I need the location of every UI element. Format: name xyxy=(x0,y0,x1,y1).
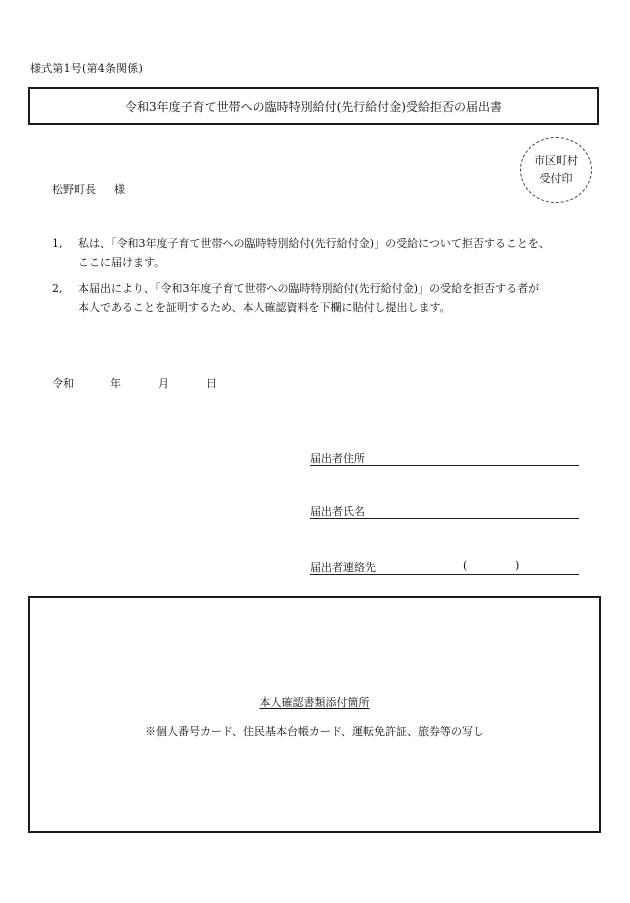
document-title: 令和3年度子育て世帯への臨時特別給付(先行給付金)受給拒否の届出書 xyxy=(124,99,502,114)
statement-1 xyxy=(52,234,592,272)
id-document-attachment-area[interactable] xyxy=(28,596,601,833)
reception-stamp-circle xyxy=(520,137,592,203)
date-year: 年 xyxy=(110,377,121,390)
date-month: 月 xyxy=(158,377,169,390)
addressee xyxy=(52,181,125,197)
statement-1-line-2: ここに届けます。 xyxy=(78,256,166,269)
stamp-line-1: 市区町村 xyxy=(534,154,578,167)
statement-2 xyxy=(52,279,592,317)
applicant-contact-label: 届出者連絡先 xyxy=(310,561,376,574)
contact-paren-close: ) xyxy=(515,559,520,572)
date-line xyxy=(52,375,217,391)
statement-2-line-2: 本人であることを証明するため、本人確認資料を下欄に貼付し提出します。 xyxy=(78,301,451,314)
addressee-honorific: 様 xyxy=(114,183,125,196)
date-era: 令和 xyxy=(52,377,74,390)
id-section-note: ※個人番号カード、住民基本台帳カード、運転免許証、旅券等の写し xyxy=(144,725,485,738)
applicant-address-label: 届出者住所 xyxy=(310,452,365,465)
applicant-name-field[interactable] xyxy=(310,503,579,519)
applicant-name-label: 届出者氏名 xyxy=(310,505,365,518)
contact-paren-open: ( xyxy=(463,559,468,572)
date-day: 日 xyxy=(206,377,217,390)
id-section-title: 本人確認書類添付箇所 xyxy=(259,696,370,709)
statement-1-line-1: 私は、「令和3年度子育て世帯への臨時特別給付(先行給付金)」の受給について拒否することを、 xyxy=(78,237,550,250)
addressee-name: 松野町長 xyxy=(52,183,96,196)
title-box xyxy=(28,87,599,125)
statement-2-line-1: 本届出により、「令和3年度子育て世帯への臨時特別給付(先行給付金)」の受給を拒否する者が xyxy=(78,282,540,295)
applicant-contact-field[interactable] xyxy=(310,559,579,575)
applicant-address-field[interactable] xyxy=(310,450,579,466)
statement-1-number: 1, xyxy=(52,237,63,250)
statement-2-number: 2, xyxy=(52,282,63,295)
stamp-line-2: 受付印 xyxy=(539,172,573,185)
form-number: 様式第1号(第4条関係) xyxy=(30,62,143,75)
